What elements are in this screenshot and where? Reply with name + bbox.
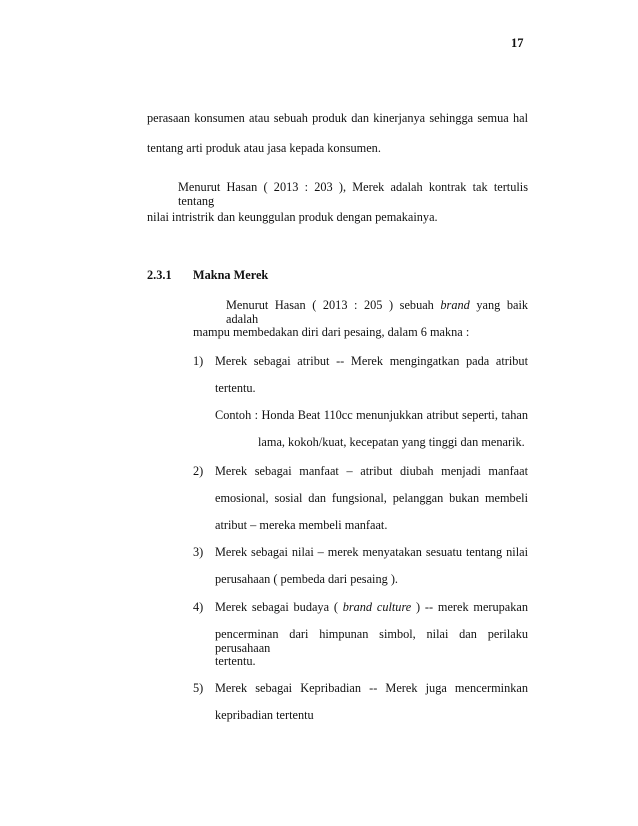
item4-line1-brand-culture: brand culture	[342, 600, 412, 614]
intro-line2: mampu membedakan diri dari pesaing, dalam 6 makna :	[193, 325, 470, 339]
item3-number: 3)	[193, 545, 204, 559]
item5-line1: Merek sebagai Kepribadian -- Merek juga mencerminkan	[215, 681, 528, 695]
item4-line2: pencerminan dari himpunan simbol, nilai dan perilaku perusahaan	[215, 627, 528, 655]
intro-line1-after: yang baik adalah	[226, 298, 529, 326]
section-title: Makna Merek	[193, 268, 269, 282]
item5-number: 5)	[193, 681, 204, 695]
item4-line1	[215, 600, 528, 614]
item4-line3: tertentu.	[215, 654, 256, 668]
item1-line2: tertentu.	[215, 381, 256, 395]
item1-example-line1: Contoh : Honda Beat 110cc menunjukkan atribut seperti, tahan	[215, 408, 528, 422]
item5-line2: kepribadian tertentu	[215, 708, 314, 722]
intro-line1-brand: brand	[440, 298, 470, 312]
intro-line1-before: Menurut Hasan ( 2013 : 205 ) sebuah	[226, 298, 434, 312]
item1-example-line2: lama, kokoh/kuat, kecepatan yang tinggi dan menarik.	[258, 435, 525, 449]
page-number: 17	[511, 36, 524, 50]
item2-number: 2)	[193, 464, 204, 478]
item1-line1: Merek sebagai atribut -- Merek mengingatkan pada atribut	[215, 354, 528, 368]
item4-line1-before: Merek sebagai budaya (	[215, 600, 338, 614]
paragraph2-line2: nilai intristrik dan keunggulan produk dengan pemakainya.	[147, 210, 438, 224]
paragraph2-line1: Menurut Hasan ( 2013 : 203 ), Merek adalah kontrak tak tertulis tentang	[178, 180, 528, 208]
item2-line2: emosional, sosial dan fungsional, pelanggan bukan membeli	[215, 491, 528, 505]
item1-number: 1)	[193, 354, 204, 368]
item4-number: 4)	[193, 600, 204, 614]
item3-line2: perusahaan ( pembeda dari pesaing ).	[215, 572, 399, 586]
item2-line3: atribut – mereka membeli manfaat.	[215, 518, 388, 532]
section-number: 2.3.1	[147, 268, 172, 282]
item3-line1: Merek sebagai nilai – merek menyatakan sesuatu tentang nilai	[215, 545, 528, 559]
intro-line1	[226, 298, 528, 326]
item4-line1-after: ) -- merek merupakan	[416, 600, 529, 614]
paragraph1-line1: perasaan konsumen atau sebuah produk dan kinerjanya sehingga semua hal	[147, 111, 528, 125]
paragraph1-line2: tentang arti produk atau jasa kepada konsumen.	[147, 141, 381, 155]
item2-line1: Merek sebagai manfaat – atribut diubah menjadi manfaat	[215, 464, 528, 478]
